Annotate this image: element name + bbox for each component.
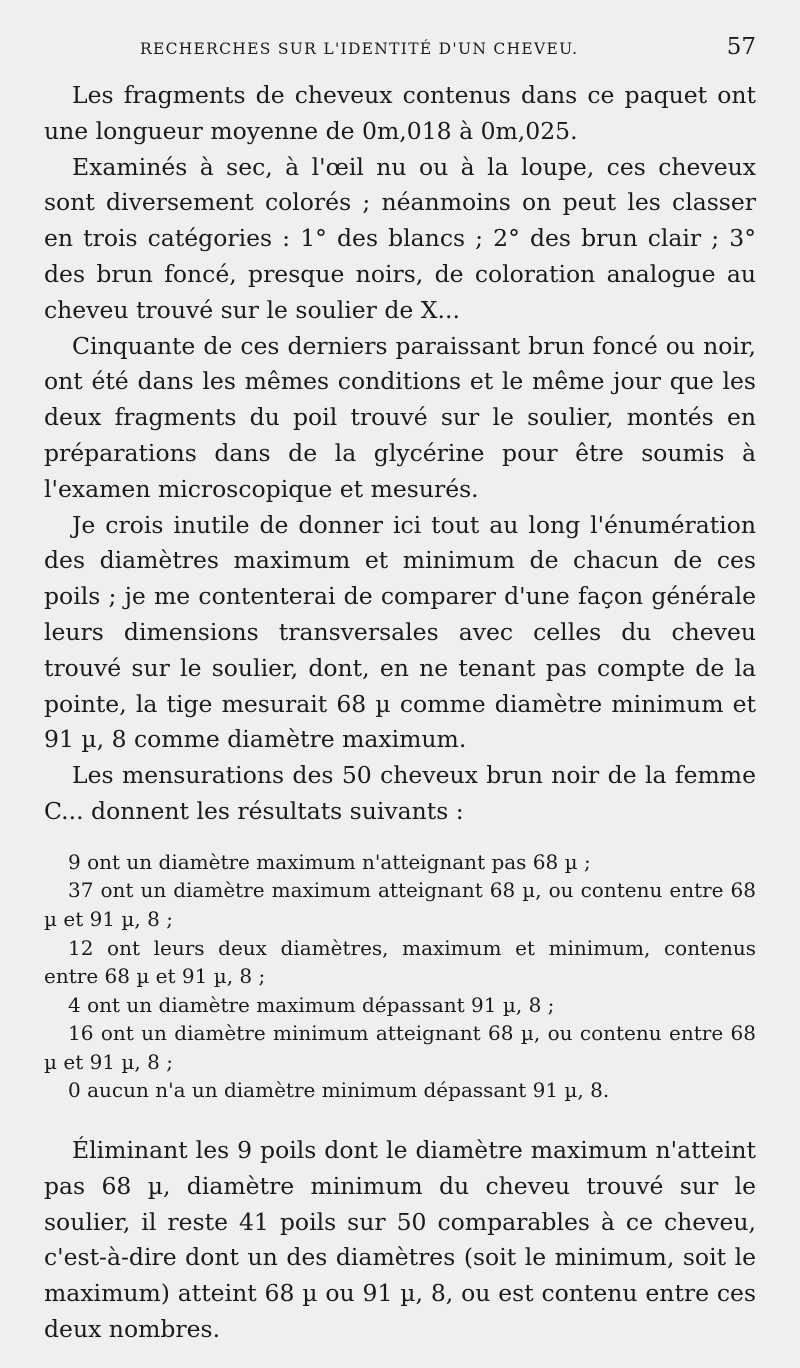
page-header	[140, 34, 756, 60]
list-item: 4 ont un diamètre maximum dépassant 91 µ, 8 ;	[68, 992, 555, 1017]
paragraph-color-categories: Examinés à sec, à l'œil nu ou à la loupe, ces cheveux sont diversement colorés ; néanmoins on peut les classer en trois catégories : 1° des blancs ; 2° des brun clair ; 3° des brun foncé, presque noirs, de coloration analogue au cheveu trouvé sur le soulier de X...	[44, 152, 756, 324]
list-item: 37 ont un diamètre maximum atteignant 68 µ, ou contenu entre 68 µ et 91 µ, 8 ;	[44, 878, 756, 931]
page-body	[44, 78, 756, 1348]
paragraph-fifty-samples: Cinquante de ces derniers paraissant brun foncé ou noir, ont été dans les mêmes conditions et le même jour que les deux fragments du poil trouvé sur le soulier, montés en préparations dans de la glycérine pour être soumis à l'examen microscopique et mesurés.	[44, 331, 756, 503]
running-title: RECHERCHES SUR L'IDENTITÉ D'UN CHEVEU.	[140, 40, 579, 58]
results-list	[44, 848, 756, 1105]
paragraph-results-intro: Les mensurations des 50 cheveux brun noir de la femme C... donnent les résultats suivants :	[44, 761, 756, 825]
paragraph-fragment-length: Les fragments de cheveux contenus dans ce paquet ont une longueur moyenne de 0m,018 à 0m,025.	[44, 81, 756, 145]
list-item: 9 ont un diamètre maximum n'atteignant pas 68 µ ;	[68, 849, 591, 874]
list-item: 16 ont un diamètre minimum atteignant 68 µ, ou contenu entre 68 µ et 91 µ, 8 ;	[44, 1021, 756, 1074]
list-item: 12 ont leurs deux diamètres, maximum et minimum, contenus entre 68 µ et 91 µ, 8 ;	[44, 935, 756, 989]
list-item: 0 aucun n'a un diamètre minimum dépassant 91 µ, 8.	[68, 1078, 610, 1103]
paragraph-conclusion: Éliminant les 9 poils dont le diamètre maximum n'atteint pas 68 µ, diamètre minimum du cheveu trouvé sur le soulier, il reste 41 poils sur 50 comparables à ce cheveu, c'est-à-dire dont un des diamètres (soit le minimum, soit le maximum) atteint 68 µ ou 91 µ, 8, ou est contenu entre ces deux nombres.	[44, 1136, 756, 1344]
paragraph-diameter-comparison: Je crois inutile de donner ici tout au long l'énumération des diamètres maximum et minimum de chacun de ces poils ; je me contenterai de comparer d'une façon générale leurs dimensions transversales avec celles du cheveu trouvé sur le soulier, dont, en ne tenant pas compte de la pointe, la tige mesurait 68 µ comme diamètre minimum et 91 µ, 8 comme diamètre maximum.	[44, 510, 756, 754]
page-number: 57	[726, 34, 756, 60]
